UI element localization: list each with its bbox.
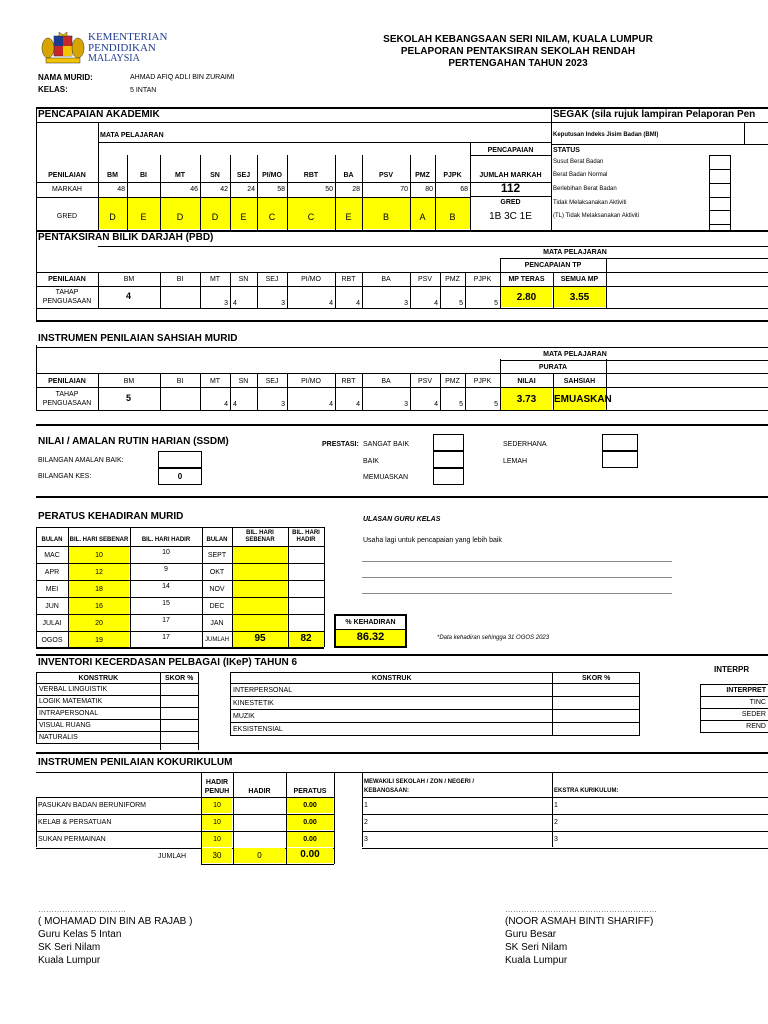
ikep-spacer	[198, 684, 230, 696]
pbd-subject-header: SN	[238, 276, 249, 283]
att-h-month-2: BULAN	[206, 537, 228, 543]
sahsiah-value: 4	[224, 401, 228, 408]
attendance-present: 10	[162, 549, 170, 556]
pbd-subject-header: PSV	[417, 276, 432, 283]
mark-value: 48	[117, 186, 125, 193]
koku-extra-label: EKSTRA KURIKULUM:	[554, 788, 619, 794]
good-practice-box	[158, 451, 202, 468]
ikep-item-2: INTERPERSONAL	[231, 684, 553, 697]
interp-header: INTERPRET	[701, 685, 768, 697]
attendance-month: OGOS	[41, 637, 63, 644]
total-marks-label: JUMLAH MARKAH	[479, 172, 542, 179]
sig-left-name: ( MOHAMAD DIN BIN AB RAJAB )	[38, 916, 193, 927]
pbd-value: 4	[329, 300, 333, 307]
sahsiah-subject-header: SEJ	[265, 378, 279, 385]
sahsiah-subject-header: MT	[209, 378, 221, 385]
sahsiah-level-label-1: TAHAP	[55, 391, 79, 398]
interp-title: INTERPR	[714, 665, 750, 674]
ikep-skor-header-2: SKOR %	[553, 673, 640, 684]
attendance-month-right: OKT	[209, 569, 225, 576]
ikep-left-table	[36, 672, 230, 750]
sig-left-role: Guru Kelas 5 Intan	[38, 929, 122, 940]
attendance-actual: 16	[95, 603, 103, 610]
sahsiah-mp-label: MATA PELAJARAN	[543, 351, 607, 358]
ikep-score-2	[553, 710, 640, 723]
ikep-score-2	[553, 684, 640, 697]
koku-rep-1: MEWAKILI SEKOLAH / ZON / NEGERI /	[364, 779, 475, 785]
koku-extra-number: 2	[554, 819, 558, 826]
ikep-konstruk-header: KONSTRUK	[37, 673, 161, 684]
pbd-subject-header: PMZ	[445, 276, 460, 283]
sahsiah-value: 4	[233, 401, 237, 408]
sahsiah-value: 4	[434, 401, 438, 408]
koku-rep-number: 1	[364, 802, 368, 809]
remarks-text: Usaha lagi untuk pencapaian yang lebih baik	[363, 537, 502, 544]
koku-title: INSTRUMEN PENILAIAN KOKURIKULUM	[38, 757, 233, 768]
ikep-score	[160, 720, 198, 732]
pbd-value: 4	[434, 300, 438, 307]
grade-value: B	[382, 212, 389, 222]
ikep-item-2: EKSISTENSIAL	[231, 723, 553, 736]
pbd-value: 3	[404, 300, 408, 307]
sahsiah-subject-header: PMZ	[445, 378, 460, 385]
pbd-value: 3	[224, 300, 228, 307]
mark-value: 42	[220, 186, 228, 193]
report-title: PELAPORAN PENTAKSIRAN SEKOLAH RENDAH	[400, 46, 636, 57]
class-name: 5 INTAN	[130, 87, 157, 94]
segak-status-label: STATUS	[553, 147, 580, 154]
att-h-present-2a: BIL. HARI	[292, 530, 320, 536]
ikep-score	[160, 732, 198, 744]
attendance-month: MAC	[44, 552, 60, 559]
sahsiah-sahsiah-label: SAHSIAH	[563, 378, 596, 385]
student-name-label: NAMA MURID:	[38, 73, 93, 82]
ikep-spacer	[198, 732, 230, 744]
mark-value: 70	[400, 186, 408, 193]
koku-extra-number: 3	[554, 836, 558, 843]
sahsiah-subject-header: PI/MO	[301, 378, 321, 385]
grade-value: E	[140, 212, 147, 222]
ssdm-title: NILAI / AMALAN RUTIN HARIAN (SSDM)	[38, 436, 229, 447]
ikep-score-2	[553, 723, 640, 736]
attendance-month: JULAI	[42, 620, 62, 627]
att-h-actual: BIL. HARI SEBENAR	[69, 537, 129, 543]
attendance-present: 9	[164, 566, 168, 573]
remarks-title: ULASAN GURU KELAS	[363, 516, 441, 523]
pbd-core-value: 2.80	[516, 292, 537, 303]
sahsiah-nilai-value: 3.73	[516, 394, 537, 405]
rating-box-memuaskan	[433, 468, 464, 485]
academic-penilaian-label: PENILAIAN	[48, 172, 86, 179]
sahsiah-value: 5	[494, 401, 498, 408]
total-marks: 112	[500, 181, 521, 195]
ikep-item: LOGIK MATEMATIK	[37, 696, 161, 708]
ministry-name-1: KEMENTERIAN	[88, 31, 168, 43]
sig-right-dots: …………………………………………………	[505, 905, 657, 914]
class-label: KELAS:	[38, 85, 68, 94]
good-practice-label: BILANGAN AMALAN BAIK:	[38, 457, 124, 464]
bmi-label: Keputusan Indeks Jisim Badan (BMI)	[553, 132, 659, 138]
attendance-month-right: NOV	[209, 586, 225, 593]
ikep-score	[160, 696, 198, 708]
mark-value: 58	[277, 186, 285, 193]
att-h-present-2b: HADIR	[296, 537, 316, 543]
sahsiah-purata-label: PURATA	[538, 364, 568, 371]
attendance-note: *Data kehadiran sehingga 31 OGOS 2023	[437, 635, 550, 641]
ikep-item: VISUAL RUANG	[37, 720, 161, 732]
koku-rep-number: 2	[364, 819, 368, 826]
sig-left-dots: ……………………………	[38, 905, 126, 914]
grade-value: C	[268, 212, 276, 222]
sahsiah-subject-header: BA	[381, 378, 391, 385]
sig-right-name: (NOOR ASMAH BINTI SHARIFF)	[505, 916, 654, 927]
sahsiah-subject-header: SN	[238, 378, 249, 385]
koku-rep-number: 3	[364, 836, 368, 843]
ministry-logo	[40, 30, 86, 66]
pbd-subject-header: RBT	[341, 276, 356, 283]
case-count: 0	[177, 472, 183, 481]
ikep-spacer	[198, 696, 230, 708]
segak-item: Berlebihan Berat Badan	[553, 186, 617, 192]
achievement-header: PENCAPAIAN	[487, 147, 534, 154]
rating-sederhana: SEDERHANA	[503, 441, 547, 448]
pbd-value: 5	[494, 300, 498, 307]
academic-subject-header: MT	[174, 172, 186, 179]
pbd-subject-header: BA	[381, 276, 391, 283]
ikep-blank	[160, 744, 198, 750]
attendance-month-right: JAN	[210, 620, 224, 627]
ikep-score	[160, 708, 198, 720]
pbd-bm-value: 4	[126, 291, 132, 301]
ikep-item-2: MUZIK	[231, 710, 553, 723]
attendance-present: 14	[162, 583, 170, 590]
sig-left-school: SK Seri Nilam	[38, 942, 101, 953]
grade-value: D	[176, 212, 184, 222]
attendance-actual: 10	[95, 552, 103, 559]
report-term: PERTENGAHAN TAHUN 2023	[448, 58, 588, 69]
rating-memuaskan: MEMUASKAN	[363, 474, 409, 481]
grade-value: E	[345, 212, 352, 222]
attendance-month: APR	[44, 569, 60, 576]
grade-value: A	[419, 212, 426, 222]
interp-table	[700, 684, 768, 733]
sahsiah-subject-header: BI	[176, 378, 184, 385]
grade-value: B	[449, 212, 456, 222]
pbd-value: 4	[233, 300, 237, 307]
mark-value: 50	[325, 186, 333, 193]
sig-right-school: SK Seri Nilam	[505, 942, 568, 953]
sahsiah-subject-header: PSV	[417, 378, 432, 385]
segak-item: Tidak Melaksanakan Aktiviti	[553, 200, 627, 206]
pbd-value: 3	[281, 300, 285, 307]
ikep-blank	[198, 744, 230, 750]
koku-activity: SUKAN PERMAINAN	[38, 836, 106, 843]
rating-lemah: LEMAH	[503, 458, 528, 465]
attendance-month: MEI	[45, 586, 59, 593]
rating-baik: BAIK	[363, 458, 379, 465]
koku-extra-number: 1	[554, 802, 558, 809]
attendance-title: PERATUS KEHADIRAN MURID	[38, 511, 184, 522]
ikep-title: INVENTORI KECERDASAN PELBAGAI (IKeP) TAHUN 6	[38, 657, 298, 668]
attendance-total-label: JUMLAH	[204, 637, 229, 643]
pbd-core-label: MP TERAS	[508, 276, 545, 283]
ikep-item: NATURALIS	[37, 732, 161, 744]
sahsiah-title: INSTRUMEN PENILAIAN SAHSIAH MURID	[38, 333, 238, 344]
attendance-pct-label: % KEHADIRAN	[345, 619, 396, 626]
interp-item: TINC	[701, 697, 768, 709]
academic-title: PENCAPAIAN AKADEMIK	[38, 109, 160, 120]
pbd-penilaian-label: PENILAIAN	[48, 276, 86, 283]
prestasi-label: PRESTASI:	[322, 441, 359, 448]
koku-total-present: 0	[257, 851, 262, 860]
sahsiah-subject-header: PJPK	[473, 378, 492, 385]
koku-total-pct: 0.00	[300, 849, 320, 860]
ikep-spacer	[198, 673, 230, 684]
academic-subject-header: BA	[343, 172, 354, 179]
segak-item: Berat Badan Normal	[553, 172, 608, 178]
attendance-actual: 19	[95, 637, 103, 644]
ikep-score	[160, 684, 198, 696]
sahsiah-value: 4	[356, 401, 360, 408]
sig-right-role: Guru Besar	[505, 929, 557, 940]
sahsiah-status-value: EMUASKAN	[554, 394, 612, 405]
attendance-total-present: 82	[300, 633, 312, 644]
segak-title: SEGAK (sila rujuk lampiran Pelaporan Pen	[553, 109, 756, 120]
koku-activity: KELAB & PERSATUAN	[38, 819, 112, 826]
att-h-present: BIL. HARI HADIR	[141, 537, 191, 543]
sahsiah-subject-header: BM	[123, 378, 135, 385]
att-h-month: BULAN	[41, 537, 63, 543]
koku-full: 10	[213, 836, 221, 843]
koku-full-1: HADIR	[205, 779, 229, 786]
koku-rep-2: KEBANGSAAN:	[364, 788, 409, 794]
grade-value: D	[109, 212, 116, 222]
academic-subject-header: PMZ	[415, 172, 430, 179]
sahsiah-subject-header: RBT	[341, 378, 356, 385]
attendance-actual: 18	[95, 586, 103, 593]
rating-sangat-baik: SANGAT BAIK	[363, 441, 410, 448]
academic-subject-header: PI/MO	[262, 172, 282, 179]
pbd-tp-label: PENCAPAIAN TP	[524, 262, 582, 269]
ikep-spacer	[198, 720, 230, 732]
interp-item: SEDER	[701, 709, 768, 721]
koku-pct-label: PERATUS	[293, 788, 327, 795]
mark-value: 80	[425, 186, 433, 193]
sahsiah-level-label-2: PENGUASAAN	[42, 400, 92, 407]
koku-activity: PASUKAN BADAN BERUNIFORM	[38, 802, 146, 809]
koku-pct: 0.00	[303, 819, 317, 826]
pbd-subject-header: MT	[209, 276, 221, 283]
sig-right-city: Kuala Lumpur	[505, 955, 568, 966]
sahsiah-value: 4	[329, 401, 333, 408]
grade-value: C	[307, 212, 315, 222]
academic-subject-header: PSV	[378, 172, 393, 179]
attendance-present: 17	[162, 634, 170, 641]
attendance-month-right: SEPT	[207, 552, 227, 559]
koku-present-label: HADIR	[248, 788, 271, 795]
koku-total-label: JUMLAH	[158, 853, 187, 860]
academic-subject-header: SEJ	[236, 172, 251, 179]
academic-subject-header: PJPK	[443, 172, 462, 179]
mark-value: 24	[247, 186, 255, 193]
pbd-all-value: 3.55	[569, 292, 590, 303]
mark-value: 46	[190, 186, 198, 193]
ikep-spacer	[198, 708, 230, 720]
pbd-mp-label: MATA PELAJARAN	[543, 249, 607, 256]
grade-sum-label: GRED	[500, 199, 521, 206]
academic-subject-header: BI	[140, 172, 147, 179]
ikep-item-2: KINESTETIK	[231, 697, 553, 710]
marks-label: MARKAH	[52, 186, 82, 193]
grade-value: D	[211, 212, 219, 222]
ministry-name-2: PENDIDIKAN	[88, 42, 156, 54]
ikep-konstruk-header-2: KONSTRUK	[231, 673, 553, 684]
sig-left-city: Kuala Lumpur	[38, 955, 101, 966]
ikep-blank	[37, 744, 161, 750]
ikep-skor-header: SKOR %	[160, 673, 198, 684]
grade-value: E	[240, 212, 247, 222]
koku-full: 10	[213, 819, 221, 826]
case-label: BILANGAN KES:	[38, 473, 92, 480]
sahsiah-value: 3	[281, 401, 285, 408]
attendance-actual: 20	[95, 620, 103, 627]
mark-value: 28	[352, 186, 360, 193]
academic-subject-header: BM	[107, 172, 118, 179]
pbd-subject-header: SEJ	[265, 276, 279, 283]
attendance-present: 17	[162, 617, 170, 624]
attendance-present: 15	[162, 600, 170, 607]
ministry-name-3: MALAYSIA	[88, 53, 140, 64]
pbd-subject-header: PJPK	[473, 276, 492, 283]
grade-summary: 1B 3C 1E	[489, 211, 532, 222]
student-name: AHMAD AFIQ ADLI BIN ZURAIMI	[130, 74, 235, 81]
sahsiah-value: 5	[459, 401, 463, 408]
sahsiah-value: 3	[404, 401, 408, 408]
academic-subjects-header: MATA PELAJARAN	[100, 132, 164, 139]
att-h-actual-2a: BIL. HARI	[246, 530, 274, 536]
academic-subject-header: RBT	[303, 172, 319, 179]
att-h-actual-2b: SEBENAR	[245, 537, 275, 543]
sahsiah-nilai-label: NILAI	[517, 378, 536, 385]
ikep-item: VERBAL LINGUISTIK	[37, 684, 161, 696]
attendance-month-right: DEC	[209, 603, 225, 610]
pbd-level-label-1: TAHAP	[55, 289, 79, 296]
mark-value: 68	[460, 186, 468, 193]
sahsiah-penilaian-label: PENILAIAN	[48, 378, 86, 385]
koku-full: 10	[213, 802, 221, 809]
sahsiah-bm-value: 5	[126, 393, 132, 403]
attendance-total-actual: 95	[254, 633, 266, 644]
ikep-item: INTRAPERSONAL	[37, 708, 161, 720]
ikep-score-2	[553, 697, 640, 710]
koku-full-2: PENUH	[204, 788, 230, 795]
segak-item: Susut Berat Badan	[553, 159, 604, 165]
grade-label: GRED	[56, 213, 78, 220]
rating-box-sederhana	[602, 434, 638, 451]
rating-box-sangat-baik	[433, 434, 464, 451]
pbd-subject-header: BM	[123, 276, 135, 283]
pbd-subject-header: BI	[176, 276, 184, 283]
pbd-level-label-2: PENGUASAAN	[42, 298, 92, 305]
segak-item: (TL) Tidak Melaksanakan Aktiviti	[553, 213, 640, 219]
school-name: SEKOLAH KEBANGSAAN SERI NILAM, KUALA LUMPUR	[383, 34, 653, 45]
interp-item: REND	[701, 721, 768, 733]
rating-box-lemah	[602, 451, 638, 468]
pbd-value: 4	[356, 300, 360, 307]
attendance-pct: 86.32	[356, 631, 385, 643]
academic-subject-header: SN	[210, 172, 220, 179]
pbd-all-label: SEMUA MP	[560, 276, 599, 283]
koku-pct: 0.00	[303, 836, 317, 843]
rating-box-baik	[433, 451, 464, 468]
pbd-subject-header: PI/MO	[301, 276, 321, 283]
pbd-title: PENTAKSIRAN BILIK DARJAH (PBD)	[38, 232, 214, 243]
attendance-month: JUN	[45, 603, 59, 610]
koku-pct: 0.00	[303, 802, 317, 809]
ikep-right-table	[230, 672, 640, 736]
attendance-actual: 12	[95, 569, 103, 576]
koku-total-full: 30	[212, 851, 222, 860]
pbd-value: 5	[459, 300, 463, 307]
